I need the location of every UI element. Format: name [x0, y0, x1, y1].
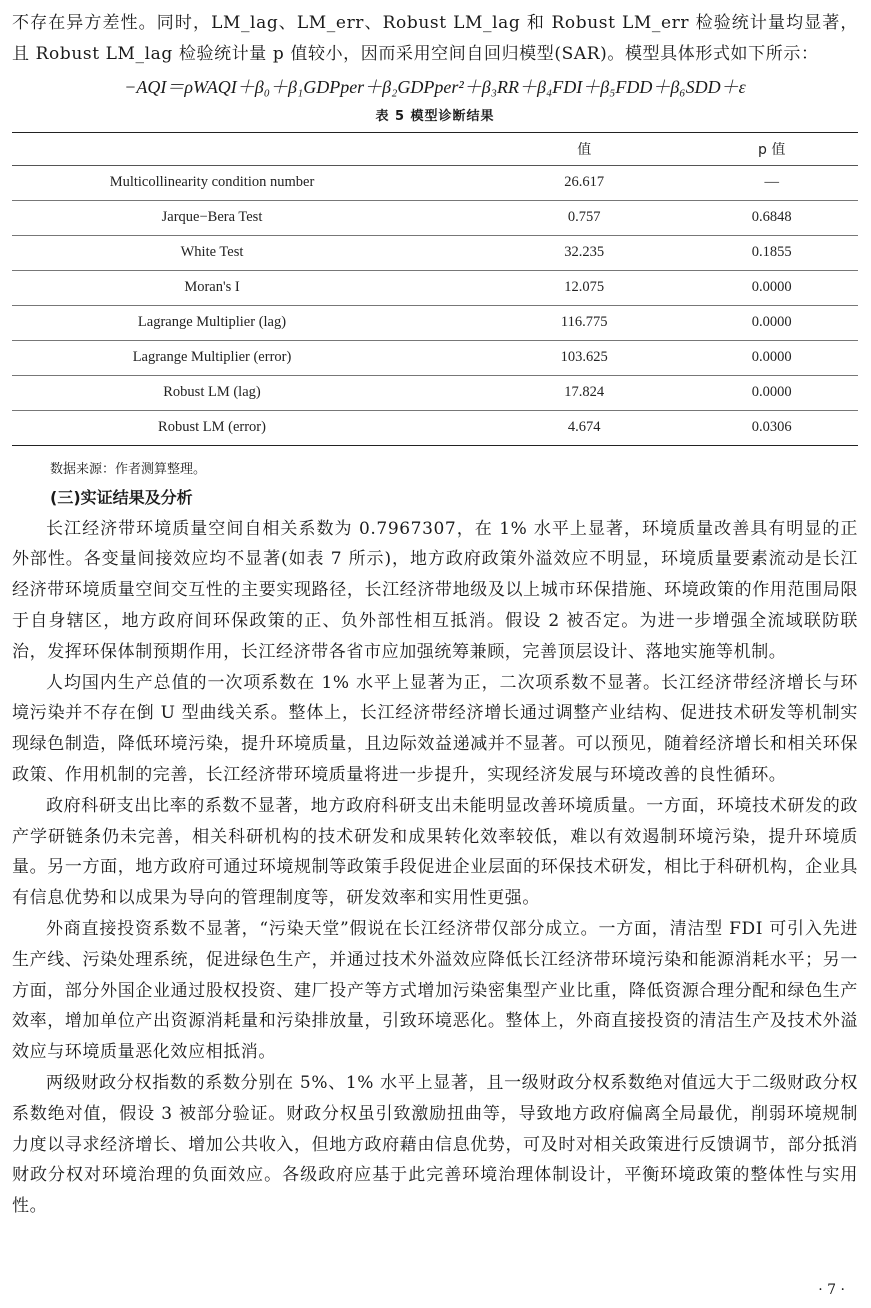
table-header-cell [12, 132, 483, 165]
table-cell-value: 32.235 [483, 235, 685, 270]
table-cell-label: Moran's I [184, 279, 240, 296]
intro-paragraph: 不存在异方差性。同时，LM_lag、LM_err、Robust LM_lag 和 Robust LM_err 检验统计量均显著，且 Robust LM_lag 检验统计量 p 值较小，因而采用空间自回归模型(SAR)。模型具体形式如下所示： [12, 13, 858, 64]
table-cell-pvalue: — [685, 165, 858, 200]
body-paragraph: 人均国内生产总值的一次项系数在 1% 水平上显著为正，二次项系数不显著。长江经济带经济增长与环境污染并不存在倒 U 型曲线关系。整体上，长江经济带经济增长通过调整产业结构、促进技术研发等机制实现绿色制造，降低环境污染，提升环境质量，且边际效益递减并不显著。可以预见，随着经济增长和相关环保政策、作用机制的完善，长江经济带环境质量将进一步提升，实现经济发展与环境改善的良性循环。 [12, 672, 858, 785]
table-cell-value: 12.075 [483, 270, 685, 305]
table-cell-value: 116.775 [483, 305, 685, 340]
body-paragraph: 两级财政分权指数的系数分别在 5%、1% 水平上显著，且一级财政分权系数绝对值远大于二级财政分权系数绝对值，假设 3 被部分验证。财政分权虽引致激励扭曲等，导致地方政府偏离全局最优，削弱环境规制力度以寻求经济增长、增加公共收入，但地方政府藉由信息优势，可及时对相关政策进行反馈调节，部分抵消财政分权对环境治理的负面效应。各级政府应基于此完善环境治理体制设计，平衡环境政策的整体性与实用性。 [12, 1072, 858, 1217]
table-row [12, 235, 858, 270]
table-row [12, 340, 858, 375]
table-caption: 表 5 模型诊断结果 [375, 108, 495, 124]
table-cell-label: Multicollinearity condition number [109, 174, 315, 191]
table-cell-pvalue: 0.0306 [685, 410, 858, 445]
table-cell-label: Jarque−Bera Test [161, 209, 263, 226]
table-cell-pvalue: 0.1855 [685, 235, 858, 270]
table-row [12, 305, 858, 340]
table-cell-label: Lagrange Multiplier (error) [132, 349, 292, 366]
model-formula: −AQI＝ρWAQI＋β₀＋β₁GDPper＋β₂GDPper²＋β₃RR＋β₄FDI＋β₅FDD＋β₆SDD＋ε [124, 76, 746, 97]
table-cell-label: Robust LM (lag) [163, 384, 261, 401]
table-cell-pvalue: 0.0000 [685, 375, 858, 410]
table-row [12, 375, 858, 410]
table-header-cell: 值 [483, 132, 685, 165]
body-paragraph: 长江经济带环境质量空间自相关系数为 0.7967307，在 1% 水平上显著，环境质量改善具有明显的正外部性。各变量间接效应均不显著(如表 7 所示)，地方政府政策外溢效应不明显，环境质量要素流动是长江经济带环境质量空间交互性的主要实现路径，长江经济带地级及以上城市环保措施、环境政策的作用范围局限于自身辖区，地方政府间环保政策的正、负外部性相互抵消。假设 2 被否定。为进一步增强全流域联防联治，发挥环保体制预期作用，长江经济带各省市应加强统筹兼顾，完善顶层设计、落地实施等机制。 [12, 518, 858, 662]
table-row [12, 200, 858, 235]
section-heading: (三)实证结果及分析 [50, 487, 193, 507]
page-body [12, 8, 858, 1222]
table-cell-value: 103.625 [483, 340, 685, 375]
table-header-cell: p 值 [685, 132, 858, 165]
table-cell-pvalue: 0.0000 [685, 270, 858, 305]
table-row [12, 165, 858, 200]
table-cell-value: 4.674 [483, 410, 685, 445]
table-source-note: 数据来源：作者测算整理。 [50, 461, 207, 477]
page-number: · 7 · [818, 1282, 845, 1298]
table-cell-value: 0.757 [483, 200, 685, 235]
body-paragraph: 外商直接投资系数不显著，“污染天堂”假说在长江经济带仅部分成立。一方面，清洁型 FDI 可引入先进生产线、污染处理系统，促进绿色生产，并通过技术外溢效应降低长江经济带环境污染和能源消耗水平；另一方面，部分外国企业通过股权投资、建厂投产等方式增加污染密集型产业比重，降低资源合理分配和绿色生产效率，增加单位产出资源消耗量和污染排放量，引致环境恶化。整体上，外商直接投资的清洁生产及技术外溢效应与环境质量恶化效应相抵消。 [12, 918, 858, 1063]
diagnostics-table [12, 132, 858, 446]
body-paragraph: 政府科研支出比率的系数不显著，地方政府科研支出未能明显改善环境质量。一方面，环境技术研发的政产学研链条仍未完善，相关科研机构的技术研发和成果转化效率较低，难以有效遏制环境污染，提升环境质量。另一方面，地方政府可通过环境规制等政策手段促进企业层面的环保技术研发，相比于科研机构，企业具有信息优势和以成果为导向的管理制度等，研发效率和实用性更强。 [12, 795, 858, 909]
table-cell-label: Robust LM (error) [158, 419, 266, 436]
table-cell-pvalue: 0.0000 [685, 340, 858, 375]
table-header-row [12, 132, 858, 165]
table-row [12, 270, 858, 305]
table-cell-label: White Test [180, 244, 244, 261]
table-cell-pvalue: 0.6848 [685, 200, 858, 235]
table-row [12, 410, 858, 445]
table-cell-value: 26.617 [483, 165, 685, 200]
table-cell-label: Lagrange Multiplier (lag) [137, 314, 287, 331]
table-cell-pvalue: 0.0000 [685, 305, 858, 340]
table-cell-value: 17.824 [483, 375, 685, 410]
